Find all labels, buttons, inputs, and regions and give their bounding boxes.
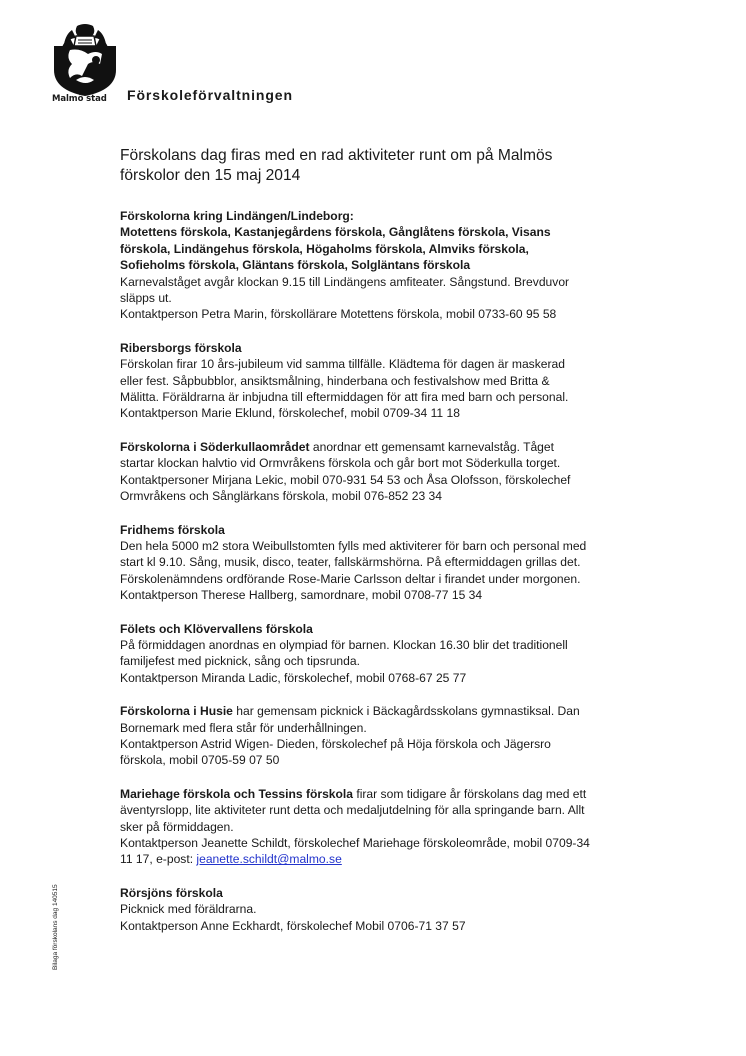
section-contact: Kontaktperson Jeanette Schildt, förskolechef Mariehage förskoleområde, mobil 0709-34 11 17, e-post: [120, 836, 590, 867]
section-contact: Kontaktperson Miranda Ladic, förskolechef, mobil 0768-67 25 77 [120, 670, 467, 685]
logo-caption: Malmö stad [52, 94, 107, 104]
section-contact: Kontaktperson Marie Eklund, förskolechef, mobil 0709-34 11 18 [120, 406, 460, 421]
section-title: Förskolorna i Söderkullaområdet [120, 439, 310, 454]
section-body: har gemensam picknick i Bäckagårdsskolans gymnastiksal. Dan Bornemark med flera står för underhållningen. [120, 704, 580, 735]
section-body: Förskolan firar 10 års-jubileum vid samma tillfälle. Klädtema för dagen är maskerad eller fest. Såpbubblor, ansiktsmålning, hinderbana och festivalshow med Britta & Mälitta. Föräldrarna är inbjudna till eftermiddagen för att fira med barn och personal. [120, 357, 569, 405]
section-paragraph [120, 786, 590, 835]
section-mariehage-tessin [120, 786, 590, 868]
section-contact: Kontaktperson Petra Marin, förskollärare Motettens förskola, mobil 0733-60 95 58 [120, 307, 557, 322]
section-contact: Kontaktperson Therese Hallberg, samordnare, mobil 0708-77 15 34 [120, 588, 483, 603]
section-contact: Kontaktpersoner Mirjana Lekic, mobil 070-931 54 53 och Åsa Olofsson, förskolechef Ormvråkens och Sånglärkans förskola, mobil 076-852 23 34 [120, 472, 571, 504]
section-contact: Kontaktperson Anne Eckhardt, förskolechef Mobil 0706-71 37 57 [120, 918, 466, 933]
attachment-side-note: Bilaga förskolans dag 140515 [52, 884, 59, 970]
section-body: Picknick med föräldrarna. [120, 902, 257, 917]
section-body: Karnevalståget avgår klockan 9.15 till Lindängens amfiteater. Sångstund. Brevduvor släpps ut. [120, 274, 570, 306]
section-lindangen [120, 208, 590, 323]
section-body: firar som tidigare år förskolans dag med ett äventyrslopp, lite aktiviteter runt detta och medaljutdelning för alla springande barn. Allt sker på förmiddagen. [120, 786, 587, 834]
section-body: Den hela 5000 m2 stora Weibullstomten fylls med aktiviterer för barn och personal med start kl 9.10. Sång, musik, disco, teater, fallskärmshörna. På eftermiddagen grillas det. Förskolenämndens ordförande Rose-Marie Carlsson deltar i firandet under morgonen. [120, 538, 587, 586]
section-title: Rörsjöns förskola [120, 885, 223, 900]
section-paragraph [120, 703, 590, 736]
section-title: Fölets och Klövervallens förskola [120, 621, 313, 636]
section-body: anordnar ett gemensamt karnevalståg. Tåget startar klockan halvtio vid Ormvråkens förskola och går bort mot Söderkulla torget. [120, 439, 561, 471]
section-subtitle: Motettens förskola, Kastanjegårdens förskola, Gånglåtens förskola, Visans förskola, Lindängehus förskola, Högaholms förskola, Almviks förskola, Sofieholms förskola, Gläntans förskola, Solgläntans förskola [120, 225, 551, 273]
section-title: Förskolorna i Husie [120, 704, 233, 719]
section-title: Ribersborgs förskola [120, 340, 242, 355]
document-body [120, 146, 590, 951]
section-paragraph [120, 439, 590, 472]
section-fridhem [120, 522, 590, 604]
section-contact-paragraph [120, 835, 590, 868]
section-body: På förmiddagen anordnas en olympiad för barnen. Klockan 16.30 blir det traditionell familjefest med picknick, sång och tipsrunda. [120, 637, 568, 669]
section-title: Fridhems förskola [120, 522, 225, 537]
section-rorsjon [120, 885, 590, 934]
organization-name: Förskoleförvaltningen [127, 87, 293, 103]
section-husie [120, 703, 590, 769]
section-folet-klovervallen [120, 621, 590, 687]
section-soderkulla [120, 439, 590, 505]
section-title: Mariehage förskola och Tessins förskola [120, 786, 353, 801]
document-headline: Förskolans dag firas med en rad aktiviteter runt om på Malmös förskolor den 15 maj 2014 [120, 147, 553, 184]
section-ribersborg [120, 340, 590, 422]
email-link[interactable]: jeanette.schildt@malmo.se [196, 852, 342, 867]
section-title: Förskolorna kring Lindängen/Lindeborg: [120, 209, 354, 223]
section-contact: Kontaktperson Astrid Wigen- Dieden, förskolechef på Höja förskola och Jägersro förskola, mobil 0705-59 07 50 [120, 736, 551, 768]
